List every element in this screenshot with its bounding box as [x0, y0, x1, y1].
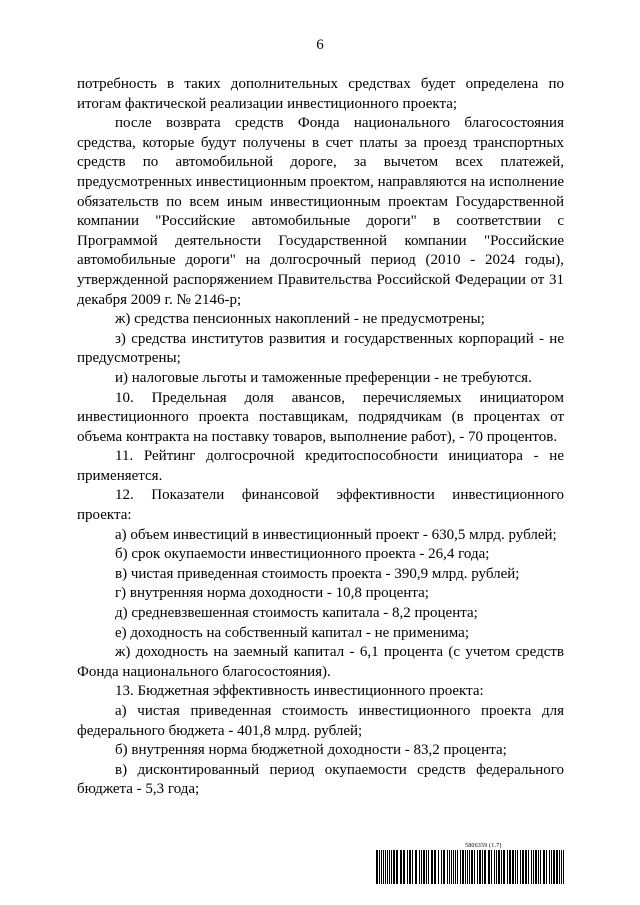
section-10: 10. Предельная доля авансов, перечисляемых инициатором инвестиционного проекта поставщикам, подрядчикам (в процентах от объема контракта на поставку товаров, выполнение работ), - 70 процентов. — [77, 389, 564, 445]
list-item-z: з) средства институтов развития и государственных корпораций - не предусмотрены; — [77, 330, 564, 367]
list-item-d: д) средневзвешенная стоимость капитала - 8,2 процента; — [115, 605, 478, 622]
list-item-b-2: б) внутренняя норма бюджетной доходности - 83,2 процента; — [115, 742, 507, 759]
list-item-a: а) объем инвестиций в инвестиционный проект - 630,5 млрд. рублей; — [115, 526, 557, 543]
paragraph-continuation: потребность в таких дополнительных средствах будет определена по итогам фактической реализации инвестиционного проекта; — [77, 76, 564, 112]
barcode-icon — [376, 850, 564, 884]
section-12-heading: 12. Показатели финансовой эффективности инвестиционного проекта: — [77, 487, 564, 524]
document-body — [77, 75, 564, 800]
list-item-i: и) налоговые льготы и таможенные преференции - не требуются. — [115, 369, 532, 386]
list-item-zh-2: ж) доходность на заемный капитал - 6,1 процента (с учетом средств Фонда национального благосостояния). — [77, 644, 564, 680]
paragraph-fund-return: после возврата средств Фонда национального благосостояния средства, которые будут получены в счет платы за проезд транспортных средств по автомобильной дороге, за вычетом всех платежей, предусмотренных инвестиционным проектом, направляются на исполнение обязательств по всем иным инвестиционным проектам Государственной компании "Российские автомобильные дороги" в соответствии с Программой деятельности Государственной компании "Российские автомобильные дороги" на долгосрочный период (2010 - 2024 годы), утвержденной распоряжением Правительства Российской Федерации от 31 декабря 2009 г. № 2146-р; — [77, 115, 564, 308]
section-13-heading: 13. Бюджетная эффективность инвестиционного проекта: — [115, 683, 484, 700]
section-11: 11. Рейтинг долгосрочной кредитоспособности инициатора - не применяется. — [77, 448, 564, 484]
list-item-g: г) внутренняя норма доходности - 10,8 процента; — [115, 585, 429, 602]
list-item-v-2: в) дисконтированный период окупаемости средств федерального бюджета - 5,3 года; — [77, 761, 564, 798]
list-item-v: в) чистая приведенная стоимость проекта - 390,9 млрд. рублей; — [115, 565, 520, 582]
list-item-b: б) срок окупаемости инвестиционного проекта - 26,4 года; — [115, 546, 490, 563]
document-code: 5806359 (1.7) — [465, 843, 502, 849]
page-number: 6 — [316, 37, 324, 53]
list-item-zh: ж) средства пенсионных накоплений - не предусмотрены; — [115, 311, 485, 328]
list-item-a-2: а) чистая приведенная стоимость инвестиционного проекта для федерального бюджета - 401,8 млрд. рублей; — [77, 703, 564, 739]
list-item-e: е) доходность на собственный капитал - не применима; — [115, 624, 469, 641]
